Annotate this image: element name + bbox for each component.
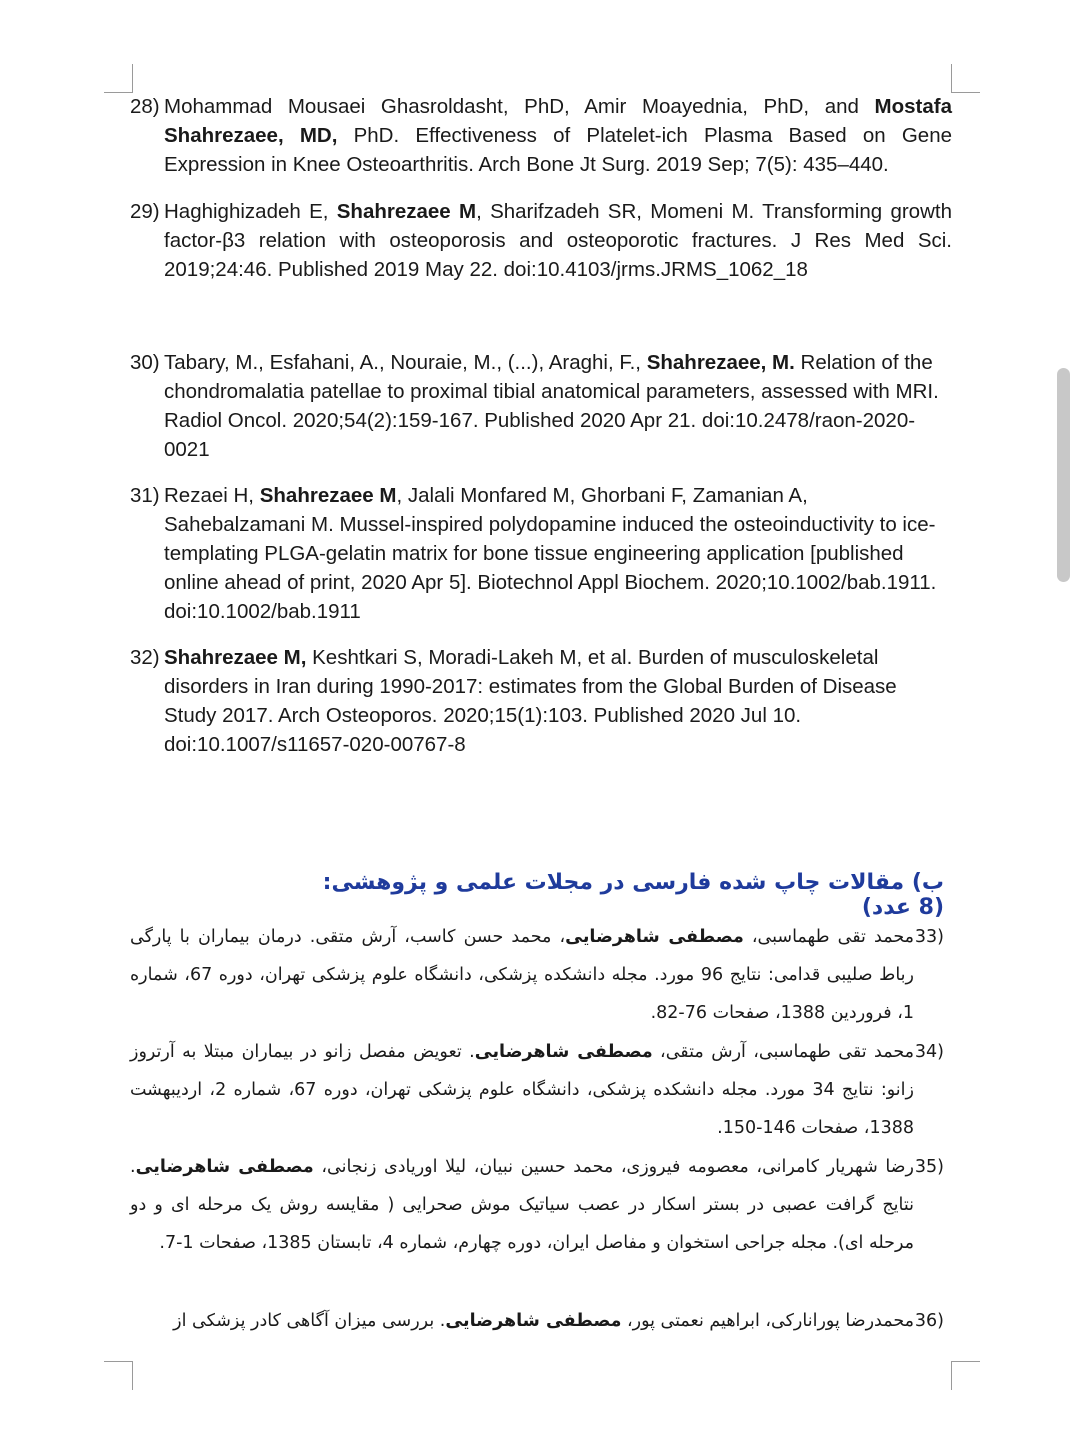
reference-number: 33): [914, 927, 944, 947]
vertical-scrollbar[interactable]: [1057, 368, 1070, 582]
highlighted-author: Shahrezaee M: [259, 484, 397, 507]
reference-text: Shahrezaee M, Keshtkari S, Moradi-Lakeh M, et al. Burden of musculoskeletal disorders in Iran during 1990-2017: estimates from the Global Burden of Disease Study 2017. Arch Osteoporos. 2020;15(1):103. Published 2020 Jul 10. doi:10.1007/s11657-020-00767-8: [164, 646, 897, 756]
reference-number: 30): [130, 351, 160, 374]
crop-mark-top-left: [104, 64, 133, 93]
reference-text: Haghighizadeh E, Shahrezaee M, Sharifzadeh SR, Momeni M. Transforming growth factor-β3 relation with osteoporosis and osteoporotic fractures. J Res Med Sci. 2019;24:46. Published 2019 May 22. doi:10.4103/jrms.JRMS_1062_18: [164, 200, 952, 281]
highlighted-author: مصطفی شاهرضایی: [565, 927, 744, 947]
reference-number: 35): [914, 1157, 944, 1177]
reference-text: Mohammad Mousaei Ghasroldasht, PhD, Amir Moayednia, PhD, and Mostafa Shahrezaee, MD, PhD. Effectiveness of Platelet-ich Plasma Based on Gene Expression in Knee Osteoarthritis. Arch Bone Jt Surg. 2019 Sep; 7(5): 435–440.: [164, 95, 952, 176]
reference-number: 28): [130, 95, 160, 118]
highlighted-author: مصطفی شاهرضایی: [135, 1157, 314, 1177]
reference-text: محمد تقی طهماسبی، آرش متقی، مصطفی شاهرضایی. تعویض مفصل زانو در بیماران مبتلا به آرتروز زانو: نتایج 34 مورد. مجله دانشکده پزشکی، دانشگاه علوم پزشکی تهران، دوره 67، شماره 2، اردیبهشت 1388، صفحات 146-150.: [130, 1042, 914, 1138]
crop-mark-bottom-left: [104, 1361, 133, 1390]
persian-section-heading: ب) مقالات چاپ شده فارسی در مجلات علمی و پژوهشی: (8 عدد): [322, 870, 944, 920]
crop-mark-top-right: [951, 64, 980, 93]
reference-number: 29): [130, 200, 160, 223]
reference-33: [130, 918, 944, 1032]
highlighted-author: Shahrezaee, M.: [646, 351, 795, 374]
reference-number: 31): [130, 484, 160, 507]
reference-number: 36): [914, 1311, 944, 1331]
reference-number: 34): [914, 1042, 944, 1062]
reference-number: 32): [130, 646, 160, 669]
reference-text: Tabary, M., Esfahani, A., Nouraie, M., (...), Araghi, F., Shahrezaee, M. Relation of the chondromalatia patellae to proximal tibial anatomical parameters, assessed with MRI. Radiol Oncol. 2020;54(2):159-167. Published 2020 Apr 21. doi:10.2478/raon-2020-0021: [164, 351, 939, 461]
reference-30: [130, 348, 952, 464]
reference-text: محمدرضا پورانارکی، ابراهیم نعمتی پور، مصطفی شاهرضایی. بررسی میزان آگاهی کادر پزشکی از: [173, 1311, 914, 1331]
reference-34: [130, 1033, 944, 1147]
reference-text: رضا شهریار کامرانی، معصومه فیروزی، محمد حسین نبیان، لیلا اوریادی زنجانی، مصطفی شاهرضایی. نتایج گرافت عصبی در بستر اسکار در عصب سیاتیک موش صحرایی ( مقایسه روش یک مرحله ای و دو مرحله ای). مجله جراحی استخوان و مفاصل ایران، دوره چهارم، شماره 4، تابستان 1385، صفحات 1-7.: [130, 1157, 914, 1253]
highlighted-author: Shahrezaee M,: [164, 646, 307, 669]
reference-28: [130, 92, 952, 179]
reference-text: محمد تقی طهماسبی، مصطفی شاهرضایی، محمد حسن کاسب، آرش متقی. درمان بیماران با پارگی رباط صلیبی قدامی: نتایج 96 مورد. مجله دانشکده پزشکی، دانشگاه علوم پزشکی تهران، دوره 67، شماره 1، فروردین 1388، صفحات 76-82.: [130, 927, 915, 1023]
highlighted-author: مصطفی شاهرضایی: [474, 1042, 653, 1062]
reference-32: [130, 643, 952, 759]
reference-text: Rezaei H, Shahrezaee M, Jalali Monfared M, Ghorbani F, Zamanian A, Sahebalzamani M. Mussel-inspired polydopamine induced the osteoinductivity to ice-templating PLGA-gelatin matrix for bone tissue engineering application [published online ahead of print, 2020 Apr 5]. Biotechnol Appl Biochem. 2020;10.1002/bab.1911. doi:10.1002/bab.1911: [164, 484, 937, 623]
reference-35: [130, 1148, 944, 1262]
highlighted-author: Mostafa Shahrezaee, MD,: [164, 95, 952, 147]
reference-36: [130, 1302, 944, 1340]
reference-31: [130, 481, 952, 626]
crop-mark-bottom-right: [951, 1361, 980, 1390]
highlighted-author: Shahrezaee M: [336, 200, 477, 223]
highlighted-author: مصطفی شاهرضایی: [445, 1311, 622, 1331]
reference-29: [130, 197, 952, 284]
